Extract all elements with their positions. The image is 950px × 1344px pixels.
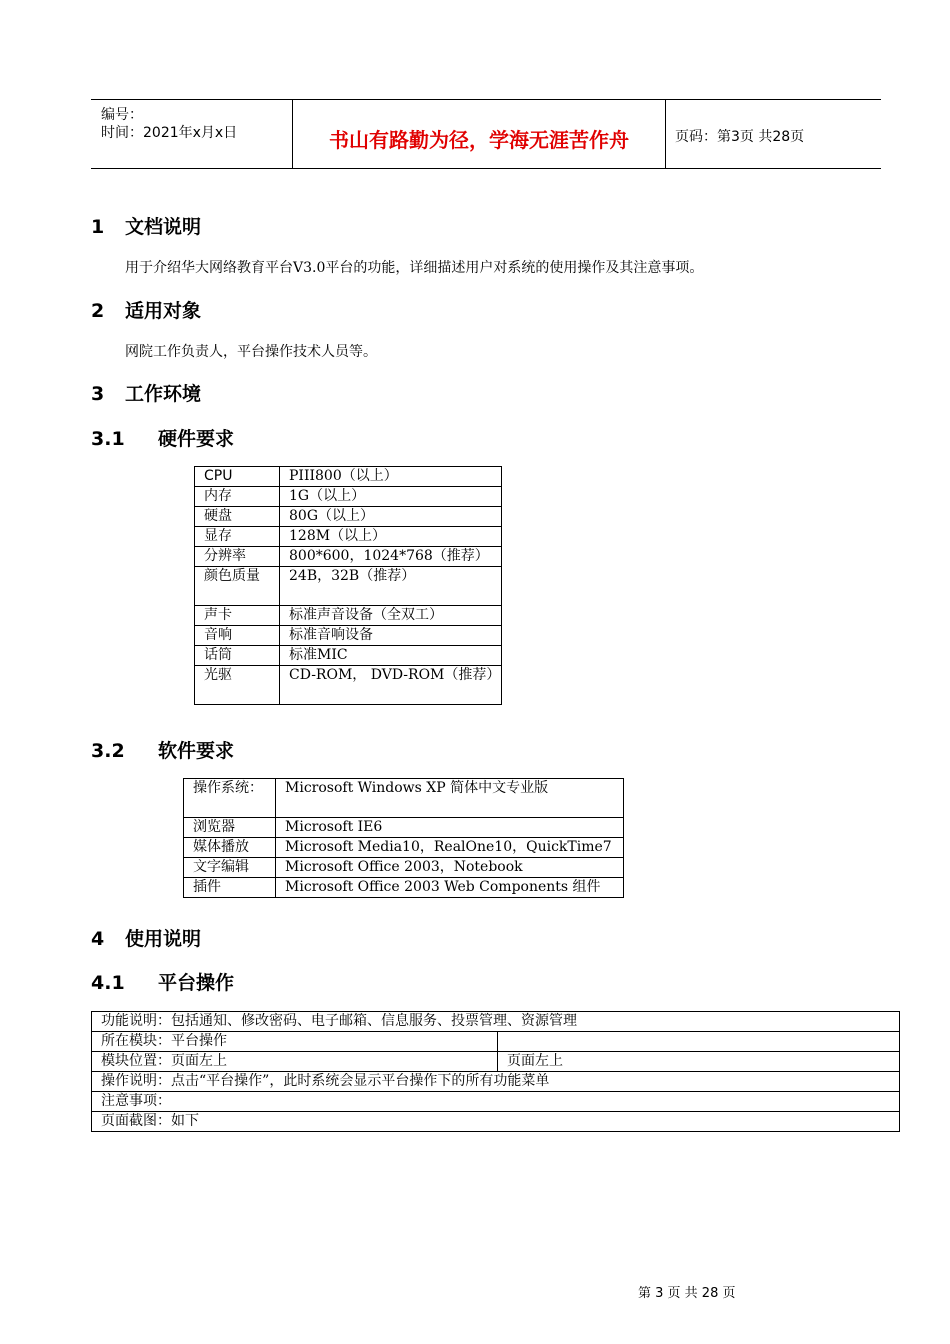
paragraph: 网院工作负责人，平台操作技术人员等。 xyxy=(125,344,377,360)
table-row xyxy=(195,507,502,527)
table-cell-value: 800*600，1024*768（推荐） xyxy=(280,547,502,567)
operation-description: 操作说明：点击“平台操作”，此时系统会显示平台操作下的所有功能菜单 xyxy=(92,1072,900,1092)
table-cell-value: 24B，32B（推荐） xyxy=(280,567,502,606)
operation-table xyxy=(91,1011,900,1132)
notes-cell: 注意事项： xyxy=(92,1092,900,1112)
heading-4 xyxy=(91,924,201,951)
heading-3-2 xyxy=(91,736,234,763)
table-row xyxy=(195,527,502,547)
heading-number: 1 xyxy=(91,216,105,238)
table-cell-value: 标准音响设备 xyxy=(280,626,502,646)
table-cell-value: CD-ROM， DVD-ROM（推荐） xyxy=(280,666,502,705)
screenshot-cell: 页面截图：如下 xyxy=(92,1112,900,1132)
table-row xyxy=(92,1092,900,1112)
software-table xyxy=(183,778,624,898)
heading-number: 3 xyxy=(91,383,105,405)
table-row xyxy=(195,547,502,567)
table-cell-value: PIII800（以上） xyxy=(280,467,502,487)
position-cell: 模块位置：页面左上 xyxy=(92,1052,498,1072)
table-row xyxy=(92,1032,900,1052)
heading-4-1 xyxy=(91,968,234,995)
table-cell-value: Microsoft Media10，RealOne10，QuickTime7 xyxy=(276,838,624,858)
table-row xyxy=(195,646,502,666)
heading-1 xyxy=(91,212,201,239)
hardware-table xyxy=(194,466,502,705)
table-row xyxy=(195,567,502,606)
table-cell-key: 颜色质量 xyxy=(195,567,280,606)
heading-title: 硬件要求 xyxy=(158,428,235,450)
heading-title: 适用对象 xyxy=(125,300,202,322)
heading-title: 软件要求 xyxy=(158,740,235,762)
header-motto: 书山有路勤为径，学海无涯苦作舟 xyxy=(329,128,629,152)
table-cell-key: 插件 xyxy=(184,878,276,898)
table-cell-key: 声卡 xyxy=(195,606,280,626)
table-row xyxy=(184,779,624,818)
table-cell-key: 音响 xyxy=(195,626,280,646)
table-cell-value: Microsoft Office 2003 Web Components 组件 xyxy=(276,878,624,898)
table-cell-value: 标准声音设备（全双工） xyxy=(280,606,502,626)
code-label: 编号： xyxy=(101,107,143,123)
heading-number: 2 xyxy=(91,300,105,322)
table-cell-key: 操作系统： xyxy=(184,779,276,818)
table-cell-key: 媒体播放 xyxy=(184,838,276,858)
table-cell-value: 标准MIC xyxy=(280,646,502,666)
heading-2 xyxy=(91,296,201,323)
heading-title: 文档说明 xyxy=(125,216,202,238)
table-cell-key: 内存 xyxy=(195,487,280,507)
position-right-cell: 页面左上 xyxy=(498,1052,900,1072)
table-row xyxy=(92,1112,900,1132)
table-row xyxy=(195,666,502,705)
paragraph: 用于介绍华大网络教育平台V3.0平台的功能，详细描述用户对系统的使用操作及其注意事项。 xyxy=(125,260,704,276)
table-cell-value: Microsoft Windows XP 简体中文专业版 xyxy=(276,779,624,818)
heading-title: 平台操作 xyxy=(158,972,235,994)
table-row xyxy=(92,1072,900,1092)
table-cell-key: 分辨率 xyxy=(195,547,280,567)
table-row xyxy=(92,1012,900,1032)
table-row xyxy=(92,1052,900,1072)
table-row xyxy=(195,487,502,507)
header-page-label: 页码：第3页 共28页 xyxy=(675,129,805,145)
table-row xyxy=(184,878,624,898)
page-footer: 第 3 页 共 28 页 xyxy=(638,1286,736,1301)
module-cell: 所在模块：平台操作 xyxy=(92,1032,498,1052)
table-cell-key: 话筒 xyxy=(195,646,280,666)
heading-number: 4.1 xyxy=(91,972,125,994)
empty-cell xyxy=(498,1032,900,1052)
page-header xyxy=(91,99,881,169)
table-cell-key: 浏览器 xyxy=(184,818,276,838)
table-cell-value: 128M（以上） xyxy=(280,527,502,547)
table-cell-value: Microsoft Office 2003，Notebook xyxy=(276,858,624,878)
table-cell-key: 显存 xyxy=(195,527,280,547)
table-cell-key: 硬盘 xyxy=(195,507,280,527)
function-description: 功能说明：包括通知、修改密码、电子邮箱、信息服务、投票管理、资源管理 xyxy=(92,1012,900,1032)
table-row xyxy=(184,838,624,858)
heading-number: 3.1 xyxy=(91,428,125,450)
table-cell-value: Microsoft IE6 xyxy=(276,818,624,838)
table-row xyxy=(195,467,502,487)
table-row xyxy=(184,818,624,838)
heading-number: 3.2 xyxy=(91,740,125,762)
heading-title: 工作环境 xyxy=(125,383,202,405)
heading-title: 使用说明 xyxy=(125,928,202,950)
heading-3 xyxy=(91,379,201,406)
table-cell-key: 文字编辑 xyxy=(184,858,276,878)
table-row xyxy=(195,626,502,646)
table-cell-key: 光驱 xyxy=(195,666,280,705)
table-cell-value: 80G（以上） xyxy=(280,507,502,527)
table-cell-value: 1G（以上） xyxy=(280,487,502,507)
table-row xyxy=(184,858,624,878)
time-label: 时间：2021年x月x日 xyxy=(101,125,238,141)
table-cell-key: CPU xyxy=(195,467,280,487)
heading-number: 4 xyxy=(91,928,105,950)
heading-3-1 xyxy=(91,424,234,451)
table-row xyxy=(195,606,502,626)
header-divider xyxy=(665,100,666,168)
